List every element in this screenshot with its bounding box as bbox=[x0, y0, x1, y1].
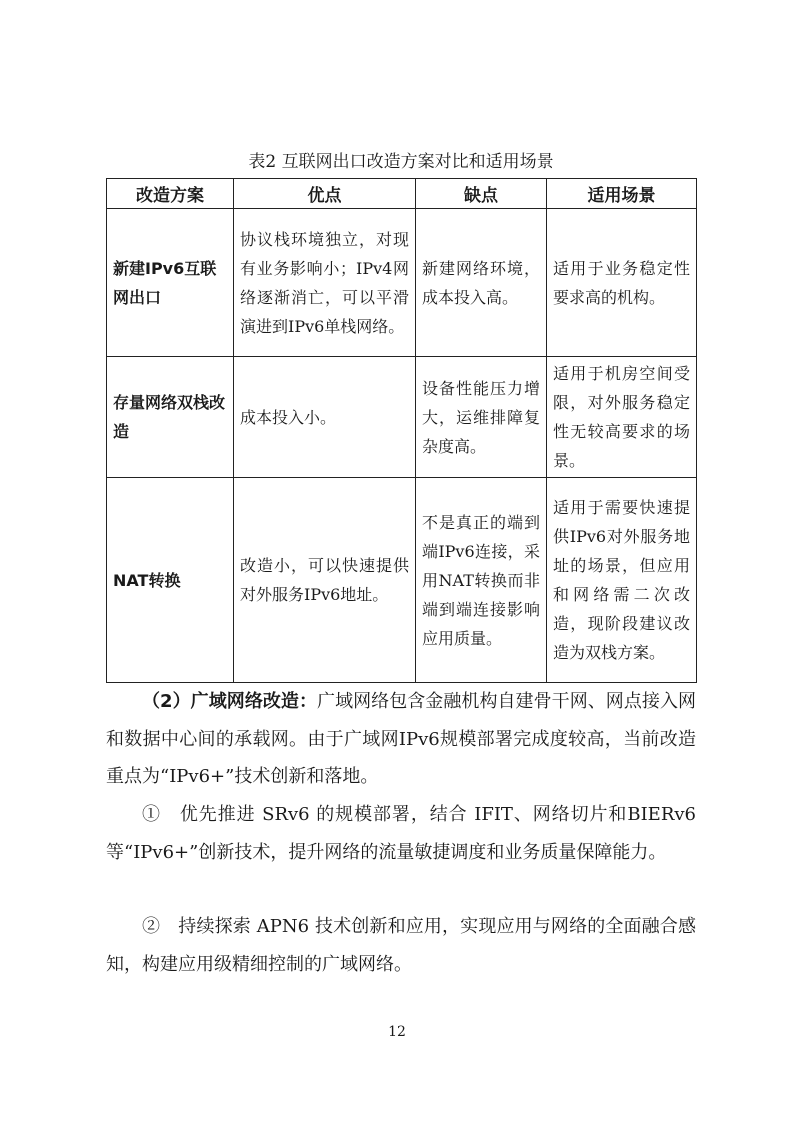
table-caption: 表2 互联网出口改造方案对比和适用场景 bbox=[248, 152, 554, 172]
row-scheme: 新建IPv6互联网出口 bbox=[107, 209, 234, 357]
section-wan-paragraph bbox=[106, 683, 696, 796]
section-intro: 广域网络包含金融机构自建骨干网、网点接入网和数据中心间的承载网。由于广域网IPv6规模部署完成度较高，当前改造重点为“IPv6+”技术创新和落地。 bbox=[106, 691, 696, 787]
section-heading: （2）广域网络改造： bbox=[142, 691, 318, 712]
row-pros: 成本投入小。 bbox=[234, 357, 416, 478]
table-header-row bbox=[107, 179, 697, 209]
table-row bbox=[107, 209, 697, 357]
header-scheme: 改造方案 bbox=[107, 179, 234, 209]
row-scenario: 适用于业务稳定性要求高的机构。 bbox=[547, 209, 697, 357]
table-row bbox=[107, 478, 697, 683]
row-scenario: 适用于需要快速提供IPv6对外服务地址的场景，但应用和网络需二次改造，现阶段建议改造为双栈方案。 bbox=[547, 478, 697, 683]
page-number: 12 bbox=[388, 1024, 406, 1040]
comparison-table bbox=[106, 178, 697, 683]
row-pros: 协议栈环境独立，对现有业务影响小；IPv4网络逐渐消亡，可以平滑演进到IPv6单栈网络。 bbox=[234, 209, 416, 357]
row-cons: 设备性能压力增大，运维排障复杂度高。 bbox=[416, 357, 547, 478]
row-pros: 改造小，可以快速提供对外服务IPv6地址。 bbox=[234, 478, 416, 683]
row-cons: 新建网络环境，成本投入高。 bbox=[416, 209, 547, 357]
table-row bbox=[107, 357, 697, 478]
header-pros: 优点 bbox=[234, 179, 416, 209]
row-scheme: 存量网络双栈改造 bbox=[107, 357, 234, 478]
list-item: ① 优先推进 SRv6 的规模部署，结合 IFIT、网络切片和BIERv6 等“IPv6+”创新技术，提升网络的流量敏捷调度和业务质量保障能力。 bbox=[106, 804, 696, 863]
list-item: ② 持续探索 APN6 技术创新和应用，实现应用与网络的全面融合感知，构建应用级精细控制的广域网络。 bbox=[106, 916, 696, 975]
row-scheme: NAT转换 bbox=[107, 478, 234, 683]
row-scenario: 适用于机房空间受限，对外服务稳定性无较高要求的场景。 bbox=[547, 357, 697, 478]
header-scenario: 适用场景 bbox=[547, 179, 697, 209]
header-cons: 缺点 bbox=[416, 179, 547, 209]
row-cons: 不是真正的端到端IPv6连接，采用NAT转换而非端到端连接影响应用质量。 bbox=[416, 478, 547, 683]
